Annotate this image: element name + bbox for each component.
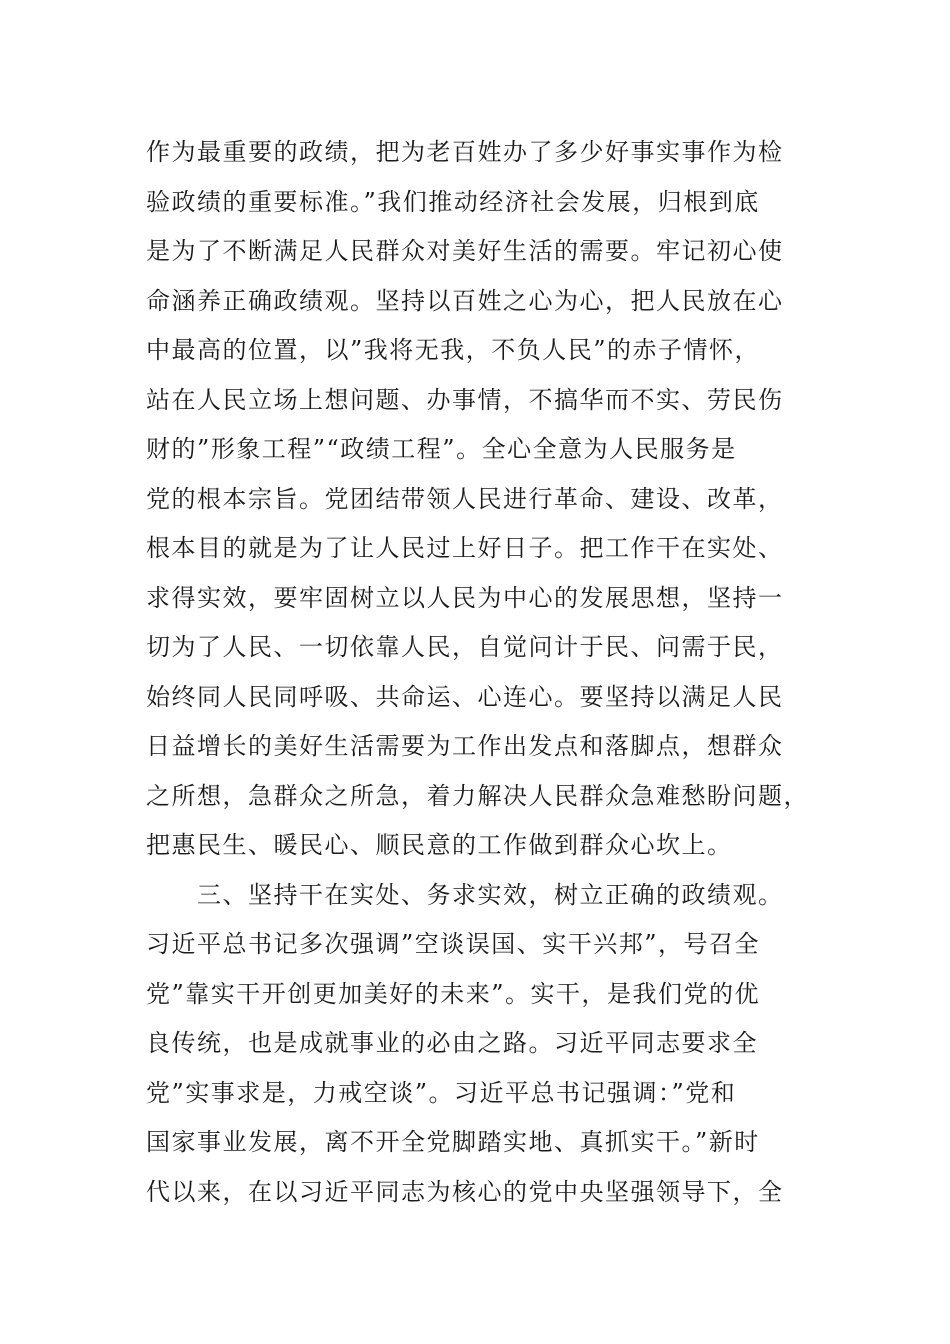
text-line: 站在人民立场上想问题、办事情，不搞华而不实、劳民伤 xyxy=(146,385,784,414)
text-line: 习近平总书记多次强调”空谈误国、实干兴邦”，号召全 xyxy=(146,930,761,958)
text-line: 党的根本宗旨。党团结带领人民进行革命、建设、改革， xyxy=(146,484,784,513)
text-line: 日益增长的美好生活需要为工作出发点和落脚点，想群众 xyxy=(146,732,784,760)
text-line: 党”实事求是，力戒空谈”。习近平总书记强调：”党和 xyxy=(146,1078,737,1107)
text-line: 良传统，也是成就事业的必由之路。习近平同志要求全 xyxy=(146,1029,758,1057)
text-line: 财的”形象工程”“政绩工程”。全心全意为人民服务是 xyxy=(146,435,737,463)
text-line: 切为了人民、一切依靠人民，自觉问计于民、问需于民， xyxy=(146,633,784,661)
text-line: 国家事业发展，离不开全党脚踏实地、真抓实干。”新时 xyxy=(146,1128,760,1156)
text-line: 把惠民生、暖民心、顺民意的工作做到群众心坎上。 xyxy=(146,831,733,859)
text-line: 党”靠实干开创更加美好的未来”。实干，是我们党的优 xyxy=(146,979,761,1008)
text-line: 之所想，急群众之所急，着力解决人民群众急难愁盼问题， xyxy=(146,781,809,810)
text-line: 作为最重要的政绩，把为老百姓办了多少好事实事作为检 xyxy=(146,138,784,166)
section-heading-line: 三、坚持干在实处、务求实效，树立正确的政绩观。 xyxy=(197,880,784,909)
text-line: 是为了不断满足人民群众对美好生活的需要。牢记初心使 xyxy=(146,237,784,265)
body-text xyxy=(146,128,826,1217)
text-line: 代以来，在以习近平同志为核心的党中央坚强领导下，全 xyxy=(146,1177,784,1206)
text-line: 求得实效，要牢固树立以人民为中心的发展思想，坚持一 xyxy=(146,583,784,612)
text-line: 验政绩的重要标准。”我们推动经济社会发展，归根到底 xyxy=(146,187,760,216)
text-line: 始终同人民同呼吸、共命运、心连心。要坚持以满足人民 xyxy=(146,682,784,711)
text-line: 根本目的就是为了让人民过上好日子。把工作干在实处、 xyxy=(146,534,784,562)
text-line: 命涵养正确政绩观。坚持以百姓之心为心，把人民放在心 xyxy=(146,286,784,315)
text-line: 中最高的位置，以”我将无我，不负人民”的赤子情怀， xyxy=(146,336,761,364)
